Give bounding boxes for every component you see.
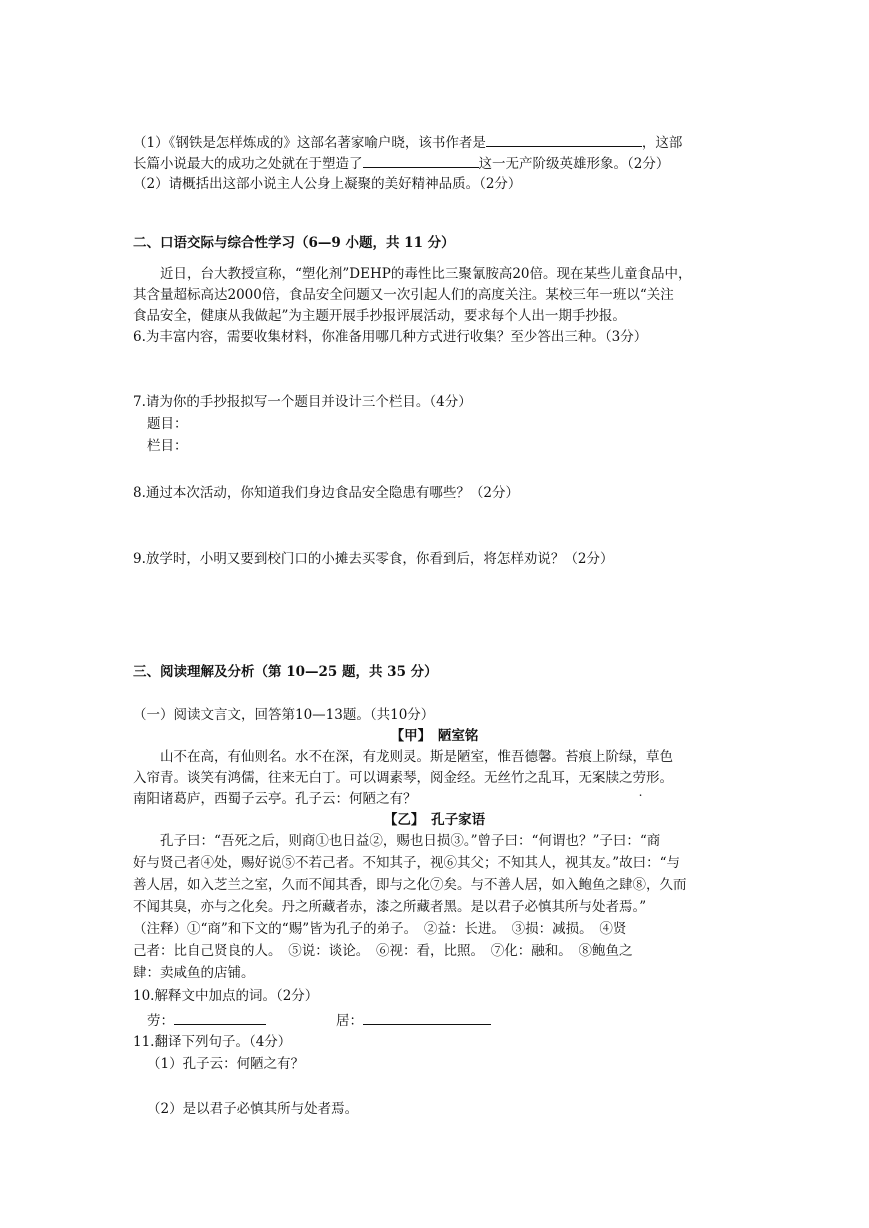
passage-yi-title: 【乙】 孔子家语 [383,812,486,828]
passage-yi-line-4: 不闻其臭，亦与之化矣。丹之所藏者赤，漆之所藏者黑。是以君子必慎其所与处者焉。” [133,899,647,915]
question-1-text: （1）《钢铁是怎样炼成的》这部名著家喻户晓，该书作者是 [133,135,486,151]
question-1-line-2 [133,153,669,174]
passage-jia-title: 【甲】 陋室铭 [390,728,479,744]
question-11-sentence-2: （2）是以君子必慎其所与处者焉。 [147,1101,359,1117]
question-7-title-label: 题目： [147,416,188,432]
answer-blank-ju[interactable] [363,1010,491,1025]
passage-yi-line-2: 好与贤己者④处，赐好说⑤不若己者。不知其子，视⑥其父；不知其人，视其友。”故曰：“与 [133,855,681,871]
passage-yi-line-3: 善人居，如入芝兰之室，久而不闻其香，即与之化⑦矣。与不善人居，如入鲍鱼之肆⑧，久而 [133,877,687,893]
question-1b-text-end: 这一无产阶级英雄形象。（2分） [478,156,670,172]
passage-jia-line-2-text: 入帘青。谈笑有鸿儒，往来无白丁。可以调素琴，阅金经。无丝竹之乱耳，无案牍之 [133,770,633,786]
passage-jia-line-3: 南阳诸葛庐，西蜀子云亭。孔子云：何陋之有？ [133,791,417,807]
answer-blank-lao[interactable] [174,1010,266,1025]
question-7-columns-label: 栏目： [147,438,188,454]
intro-line-3: 食品安全，健康从我做起”为主题开展手抄报评展活动，要求每个人出一期手抄报。 [133,308,626,324]
question-10-label-lao: 劳： [147,1013,174,1029]
question-6: 6.为丰富内容，需要收集材料，你准备用哪几种方式进行收集？至少答出三种。（3分） [133,329,648,345]
question-11-sentence-1: （1）孔子云：何陋之有？ [147,1056,305,1072]
question-2-line: （2）请概括出这部小说主人公身上凝聚的美好精神品质。（2分） [133,176,522,192]
question-8: 8.通过本次活动，你知道我们身边食品安全隐患有哪些？（2分） [133,485,519,501]
question-10-label-ju: 居： [336,1013,363,1029]
question-10: 10.解释文中加点的词。（2分） [133,988,319,1004]
section-3-heading: 三、阅读理解及分析（第 10—25 题，共 35 分） [133,664,438,680]
dotted-word-lao: 劳 [632,770,646,786]
answer-blank-author[interactable] [486,132,642,147]
intro-line-2: 其含量超标高达2000倍，食品安全问题又一次引起人们的高度关注。某校三年一班以“关注 [133,287,674,303]
notes-line-3: 肆：卖咸鱼的店铺。 [133,965,255,981]
section-2-heading: 二、口语交际与综合性学习（6—9 小题，共 11 分） [133,235,455,251]
notes-line-1: （注释）①“商”和下文的“赐”皆为孔子的弟子。 ②益：长进。 ③损：减损。 ④贤 [133,921,627,937]
question-1-line [133,132,682,153]
question-7: 7.请为你的手抄报拟写一个题目并设计三个栏目。（4分） [133,394,472,410]
question-10-answers [147,1010,491,1031]
passage-jia-line-2 [133,768,673,788]
intro-line-1: 近日，台大教授宣称，“塑化剂”DEHP的毒性比三聚氰胺高20倍。现在某些儿童食品中， [160,266,692,282]
answer-blank-hero[interactable] [363,153,479,168]
question-9: 9.放学时，小明又要到校门口的小摊去买零食，你看到后，将怎样劝说？（2分） [133,551,614,567]
question-1-text-end: ，这部 [641,135,683,151]
question-1b-text: 长篇小说最大的成功之处就在于塑造了 [133,156,363,172]
question-11: 11.翻译下列句子。（4分） [133,1034,292,1050]
notes-line-2: 己者：比自己贤良的人。 ⑤说：谈论。 ⑥视：看，比照。 ⑦化：融和。 ⑧鲍鱼之 [133,943,633,959]
part-1-instruction: （一）阅读文言文，回答第10—13题。（共10分） [133,707,435,723]
passage-yi-line-1: 孔子曰：“吾死之后，则商①也日益②，赐也日损③。”曾子曰：“何谓也？”子曰：“商 [160,833,661,849]
passage-jia-line-2-end: 形。 [646,770,673,786]
passage-jia-line-1: 山不在高，有仙则名。水不在深，有龙则灵。斯是陋室，惟吾德馨。苔痕上阶绿，草色 [160,749,673,765]
